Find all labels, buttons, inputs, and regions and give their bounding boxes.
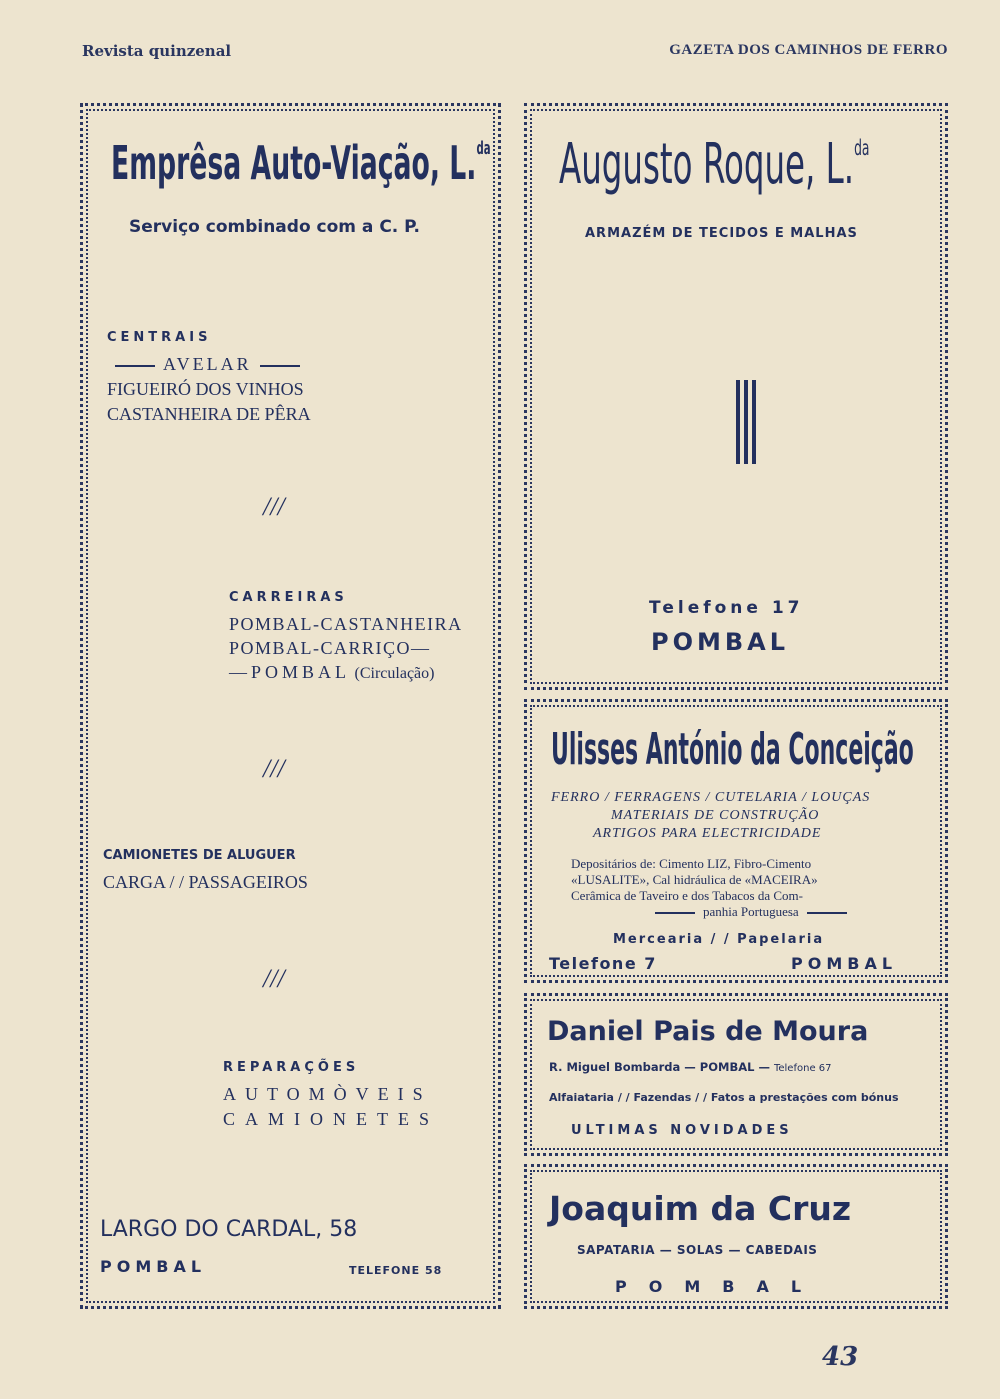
- ad-daniel-pais-name: Daniel Pais de Moura: [547, 1016, 869, 1047]
- header-left: Revista quinzenal: [82, 42, 232, 60]
- ad-augusto-roque-name: Augusto Roque, L.$^{da}$: [559, 132, 870, 197]
- ad-daniel-pais-novidades: ULTIMAS NOVIDADES: [571, 1123, 793, 1138]
- ad-auto-viacao-address: LARGO DO CARDAL, 58: [100, 1217, 358, 1242]
- ad-augusto-roque: [524, 103, 948, 690]
- reparacoes-heading: REPARAÇÕES: [223, 1060, 360, 1075]
- ad-daniel-pais-services: Alfaiataria / / Fazendas / / Fatos a prestações com bónus: [549, 1091, 899, 1104]
- ad-augusto-roque-city: POMBAL: [651, 628, 790, 656]
- separator: ///: [263, 964, 285, 993]
- ad-ulisses-name: Ulisses António da Conceição: [551, 724, 914, 775]
- ad-auto-viacao-phone: TELEFONE 58: [349, 1264, 443, 1277]
- carreiras-item: POMBAL-CARRIÇO—: [229, 638, 431, 658]
- centrais-item: FIGUEIRÓ DOS VINHOS: [107, 379, 304, 399]
- ad-augusto-roque-phone: Telefone 17: [649, 598, 804, 618]
- carreiras-item: POMBAL-CASTANHEIRA: [229, 614, 463, 634]
- carreiras-heading: CARREIRAS: [229, 590, 348, 605]
- camionetes-heading: CAMIONETES DE ALUGUER: [103, 848, 296, 863]
- ad-auto-viacao-name: Emprêsa Auto-Viação, L.$^{da}$: [111, 136, 491, 190]
- carreiras-item: —POMBAL (Circulação): [229, 662, 435, 682]
- ad-auto-viacao-subtitle: Serviço combinado com a C. P.: [129, 217, 420, 237]
- ad-ulisses-dep2: «LUSALITE», Cal hidráulica de «MACEIRA»: [571, 872, 818, 887]
- header-right: GAZETA DOS CAMINHOS DE FERRO: [669, 42, 948, 58]
- camionetes-text: CARGA / / PASSAGEIROS: [103, 872, 308, 892]
- reparacoes-item: AUTOMÒVEIS: [223, 1084, 432, 1104]
- ad-ulisses-line1: FERRO / FERRAGENS / CUTELARIA / LOUÇAS: [551, 790, 871, 805]
- centrais-heading: CENTRAIS: [107, 330, 212, 345]
- separator: ///: [263, 754, 285, 783]
- ad-ulisses-city: POMBAL: [791, 954, 898, 973]
- reparacoes-item: CAMIONETES: [223, 1109, 439, 1129]
- ad-joaquim-cruz: [524, 1164, 948, 1309]
- ad-augusto-roque-subtitle: ARMAZÉM DE TECIDOS E MALHAS: [585, 226, 858, 241]
- ad-ulisses-line3: ARTIGOS PARA ELECTRICIDADE: [593, 826, 822, 841]
- separator: ///: [263, 492, 285, 521]
- ad-ulisses-line2: MATERIAIS DE CONSTRUÇÃO: [611, 808, 820, 823]
- ad-ulisses-dep3: Cerâmica de Taveiro e dos Tabacos da Com-: [571, 888, 803, 903]
- ad-ulisses-phone: Telefone 7: [549, 954, 657, 973]
- decorative-line: [744, 380, 748, 464]
- ad-joaquim-cruz-city: POMBAL: [615, 1277, 824, 1296]
- ad-auto-viacao: [80, 103, 501, 1309]
- centrais-item: CASTANHEIRA DE PÊRA: [107, 404, 311, 424]
- ad-joaquim-cruz-subtitle: SAPATARIA — SOLAS — CABEDAIS: [577, 1243, 818, 1257]
- ad-daniel-pais: [524, 993, 948, 1156]
- ad-ulisses-dep4: panhia Portuguesa: [647, 904, 855, 920]
- ad-auto-viacao-city: POMBAL: [100, 1257, 207, 1276]
- ad-ulisses-dep1: Depositários de: Cimento LIZ, Fibro-Cimento: [571, 856, 812, 871]
- decorative-line: [752, 380, 756, 464]
- page-number: 43: [822, 1342, 859, 1372]
- ad-ulisses: [524, 699, 948, 983]
- decorative-line: [736, 380, 740, 464]
- ad-joaquim-cruz-name: Joaquim da Cruz: [549, 1189, 852, 1228]
- centrais-item: AVELAR: [107, 354, 308, 375]
- ad-daniel-pais-street: R. Miguel Bombarda — POMBAL — Telefone 67: [549, 1060, 832, 1074]
- ad-ulisses-mercearia: Mercearia / / Papelaria: [613, 932, 825, 947]
